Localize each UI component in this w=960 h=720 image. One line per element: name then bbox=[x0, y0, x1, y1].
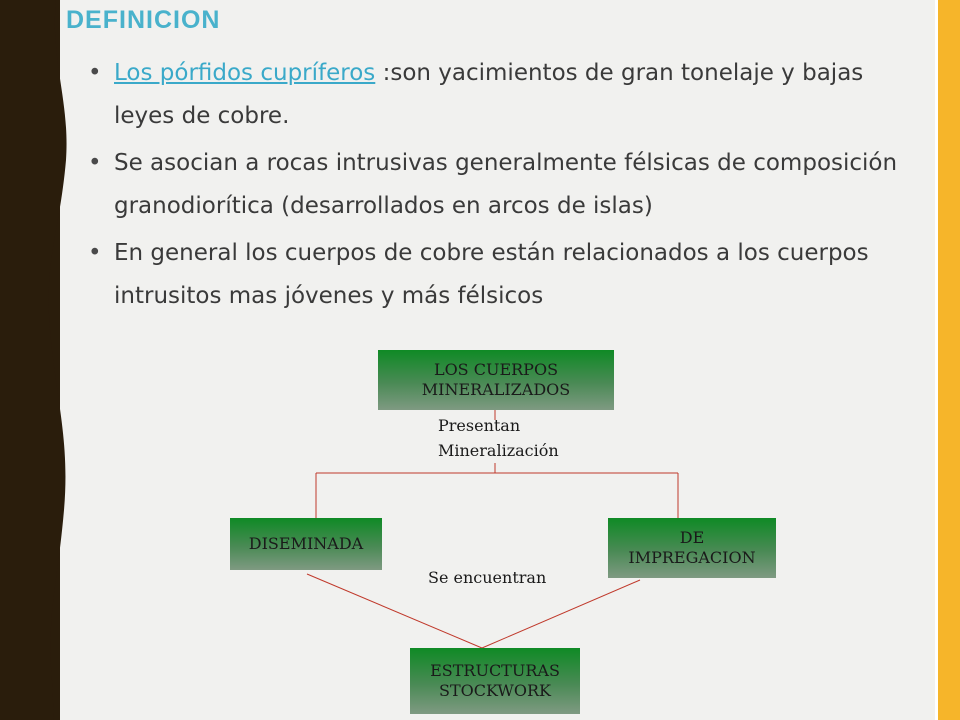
label-presentan-mineralizacion: Presentan Mineralización bbox=[438, 416, 559, 460]
bullet-text: En general los cuerpos de cobre están relacionados a los cuerpos intrusitos mas jóvenes y más félsicos bbox=[114, 240, 869, 309]
bullet-dot-icon: • bbox=[88, 60, 102, 86]
bullet-text: :son yacimientos de gran tonelaje y bajas leyes de cobre. bbox=[114, 60, 864, 129]
bullet-dot-icon: • bbox=[88, 150, 102, 176]
box-impregacion: DE IMPREGACION bbox=[608, 518, 776, 578]
connector-right-diagonal bbox=[482, 580, 640, 648]
box-cuerpos-mineralizados: LOS CUERPOS MINERALIZADOS bbox=[378, 350, 614, 410]
bullet-dot-icon: • bbox=[88, 240, 102, 266]
label-se-encuentran: Se encuentran bbox=[428, 568, 547, 587]
bullet-text: Se asocian a rocas intrusivas generalmente félsicas de composición granodiorítica (desarrollados en arcos de islas) bbox=[114, 150, 898, 219]
box-estructuras-stockwork: ESTRUCTURAS STOCKWORK bbox=[410, 648, 580, 714]
porfidos-link[interactable]: Los pórfidos cupríferos bbox=[114, 60, 376, 86]
box-diseminada: DISEMINADA bbox=[230, 518, 382, 570]
slide-title: DEFINICION bbox=[66, 6, 221, 34]
